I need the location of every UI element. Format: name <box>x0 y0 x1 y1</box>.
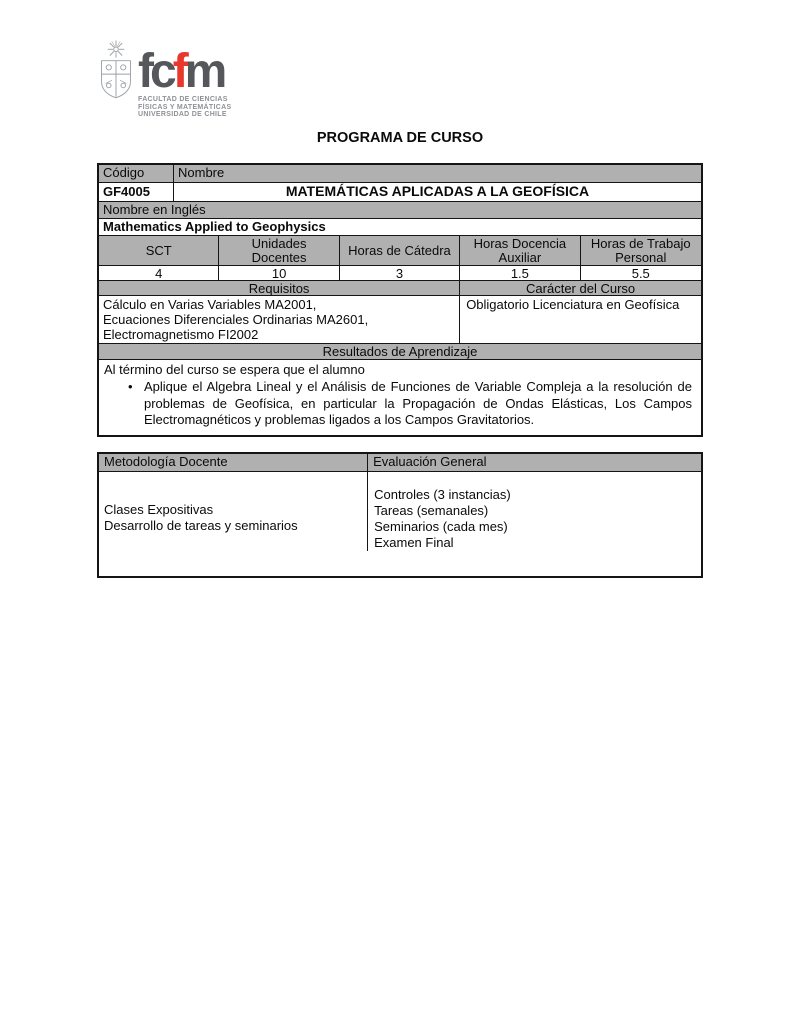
horas-trabajo-value-cell: 5.5 <box>631 266 650 280</box>
wordmark-suffix: m <box>184 45 224 98</box>
wordmark-accent: f <box>172 45 185 98</box>
logo-caption-line: UNIVERSIDAD DE CHILE <box>138 111 227 118</box>
caracter-header-cell: Carácter del Curso <box>460 281 701 295</box>
table-row-code-header <box>99 165 701 183</box>
english-name-header-cell: Nombre en Inglés <box>99 202 701 218</box>
requisitos-value-cell <box>99 296 460 343</box>
logo-caption-line: FÍSICAS Y MATEMÁTICAS <box>138 103 232 111</box>
codigo-value-cell: GF4005 <box>99 183 174 201</box>
course-name-cell: MATEMÁTICAS APLICADAS A LA GEOFÍSICA <box>285 183 590 199</box>
evaluacion-line: Controles (3 instancias) <box>374 487 511 502</box>
table-row-method-headers <box>99 454 701 472</box>
horas-trabajo-header-cell <box>581 236 701 265</box>
metodologia-header-cell: Metodología Docente <box>99 454 368 471</box>
table-row-code-value <box>99 183 701 202</box>
unidades-docentes-header-cell <box>219 236 339 265</box>
requisito-line: Cálculo en Varias Variables MA2001, <box>103 297 317 312</box>
evaluacion-header-cell: Evaluación General <box>368 454 701 471</box>
caracter-value-cell: Obligatorio Licenciatura en Geofísica <box>466 297 680 312</box>
unidades-docentes-label: Unidades Docentes <box>251 236 307 265</box>
resultados-bullet-item <box>104 379 696 429</box>
requisitos-header-cell: Requisitos <box>99 281 460 295</box>
sct-header-cell <box>99 236 219 265</box>
table-row-english-value <box>99 219 701 236</box>
table-row-method-content <box>99 472 701 551</box>
evaluacion-line: Seminarios (cada mes) <box>374 519 508 534</box>
table-row-english-header <box>99 202 701 219</box>
table-row-requisitos-header <box>99 281 701 296</box>
horas-docencia-label: Horas Docencia Auxiliar <box>473 236 567 265</box>
resultados-intro: Al término del curso se espera que el alumno <box>104 362 365 377</box>
nombre-header-cell: Nombre <box>174 165 701 182</box>
university-crest-icon <box>98 40 134 102</box>
methodology-evaluation-table <box>97 452 703 578</box>
resultados-bullet-text: Aplique el Algebra Lineal y el Análisis de Funciones de Variable Compleja a la resolución de problemas de Geofísica, en particular la Propagación de Ondas Elásticas, Los Campos Electromagnéticos y problemas ligados a los Campos Gravitatorios. <box>144 379 692 427</box>
wordmark-prefix: fc <box>138 45 173 98</box>
english-name-value-cell: Mathematics Applied to Geophysics <box>103 219 326 234</box>
logo-caption <box>138 96 231 119</box>
horas-catedra-label: Horas de Cátedra <box>348 242 451 258</box>
fcfm-wordmark <box>138 45 231 98</box>
metodologia-line: Desarrollo de tareas y seminarios <box>104 518 298 533</box>
sct-header-label: SCT <box>145 242 172 258</box>
table-row-credit-values <box>99 266 701 281</box>
table-row-credit-headers <box>99 236 701 266</box>
requisito-line: Electromagnetismo FI2002 <box>103 327 259 343</box>
metodologia-line: Clases Expositivas <box>104 502 214 517</box>
page-title: PROGRAMA DE CURSO <box>316 130 484 146</box>
horas-catedra-value-cell: 3 <box>340 266 460 280</box>
sct-value-cell: 4 <box>99 266 219 280</box>
table-row-resultados-content <box>99 360 701 429</box>
evaluacion-line: Examen Final <box>374 535 454 550</box>
metodologia-content-cell <box>99 472 368 551</box>
unidades-docentes-value-cell: 10 <box>219 266 339 280</box>
resultados-content-cell <box>99 360 701 429</box>
university-logo <box>98 40 231 119</box>
bullet-icon: • <box>128 379 133 394</box>
table-row-requisitos-content <box>99 296 701 344</box>
codigo-header-cell: Código <box>99 165 174 182</box>
horas-catedra-header-cell <box>340 236 460 265</box>
horas-docencia-value-cell: 1.5 <box>460 266 580 280</box>
evaluacion-line: Tareas (semanales) <box>374 503 489 518</box>
requisito-line: Ecuaciones Diferenciales Ordinarias MA2601, <box>103 312 369 328</box>
horas-trabajo-label: Horas de Trabajo Personal <box>590 236 691 265</box>
course-info-table <box>97 163 703 437</box>
table-row-resultados-header <box>99 344 701 360</box>
evaluacion-content-cell <box>368 472 701 551</box>
horas-docencia-header-cell <box>460 236 580 265</box>
resultados-header-cell: Resultados de Aprendizaje <box>99 344 701 359</box>
logo-caption-line: FACULTAD DE CIENCIAS <box>138 96 228 103</box>
